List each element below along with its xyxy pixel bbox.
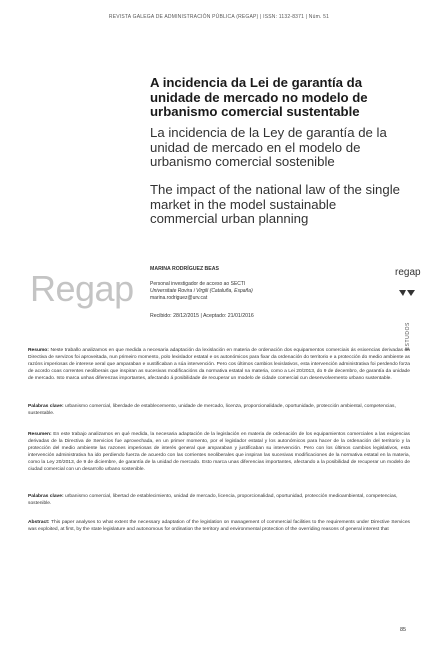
keywords-galician-text: urbanismo comercial, liberdade de establecemento, unidade de mercado, licenza, proporcionalidade, oportunidade, protección ambiental, competencias, sustentable. <box>28 404 396 416</box>
author-email: marina.rodriguez@urv.cat <box>150 295 208 301</box>
publisher-mark-icon <box>397 288 417 298</box>
title-english: The impact of the national law of the single market in the model sustainable commercial urban planning <box>150 182 400 226</box>
keywords-spanish-label: Palabras clave: <box>28 494 64 499</box>
abstract-english-label: Abstract: <box>28 520 50 525</box>
author-institution: Universitate Rovira i Virgili (Cataluña, España) <box>150 288 253 294</box>
page-number: 85 <box>400 627 407 633</box>
abstract-english-text: This paper analyses to what extent the necessary adaptation of the legislation on management of commercial facilities to the requirements under Directive Services was exploited, at first, by the state legislature and autonomous for ordination the territory and environmental protection of the overriding reasons of general interest that <box>28 520 410 532</box>
keywords-galician-label: Palabras clave: <box>28 404 64 409</box>
keywords-galician <box>28 404 410 418</box>
title-galician: A incidencia da Lei de garantía da unidade de mercado no modelo de urbanismo comercial sustentable <box>150 75 368 119</box>
journal-header: REVISTA GALEGA DE ADMINISTRACIÓN PÚBLICA (REGAP) | ISSN: 1132-8371 | Núm. 51 <box>108 14 330 20</box>
abstract-spanish-label: Resumen: <box>28 432 52 437</box>
abstract-galician-text: Neste traballo analizamos en que medida a necesaria adaptación da lexislación en materia de ordenación dos equipamentos comerciais ás esixencias derivadas da Directiva de servizos foi aproveitada, nun primeiro momento, polo lexislador estatal e os autonómicos para fixar da ordenación do territorio e a protección do medio ambiente as razóns imperiosas de interese xeral que amparaban e xustificaban a súa intervención. Pero cos últimos cambios lexislativos, esta intervención administrativa foi perdendo forza de acordo coas correntes neoliberais que inspiran as sucesivas modificacións da normativa estatal na materia, como a Lei 20/2013, do 9 de decembro, de garantía da unidade de mercado. Isto marca unhas diferenzas importantes, afectando á posibilidade de recuperar un modelo de cidade comercial cun desenvolvemento urbano sustentable. <box>28 348 410 381</box>
side-regap-logo: regap <box>395 267 421 278</box>
abstract-galician <box>28 348 410 383</box>
keywords-spanish-text: urbanismo comercial, libertad de establecimiento, unidad de mercado, licencia, proporcionalidad, oportunidad, protección medioambiental, competencias, sostenible. <box>28 494 398 506</box>
section-label: ESTUDOS <box>405 322 411 351</box>
author-role: Personal investigador de acceso ao SECTI <box>150 281 246 287</box>
abstract-spanish <box>28 432 410 473</box>
abstract-spanish-text: En este trabajo analizamos en qué medida, la necesaria adaptación de la legislación en materia de ordenación de los equipamientos comerciales a las exigencias derivadas de la Directiva de Servicios fue aprovechada, en un primer momento, por el legislador estatal y los autonómicos para hacer de la ordenación del territorio y la protección del medio ambiente las razones imperiosas de interés general que amparaban y justificaban su intervención. Pero con los últimos cambios legislativos, esta intervención administrativa ha ido perdiendo fuerza de acuerdo con las corrientes neoliberales que inspiran las sucesivas modificaciones de la normativa estatal en la materia, como la Ley 20/2013, de 9 de diciembre, de garantía de la unidad de mercado. Esto marca unas diferencias importantes, afectando a la posibilidad de recuperar un modelo de ciudad comercial con un desarrollo urbano sostenible. <box>28 432 411 472</box>
author-name: MARINA RODRÍGUEZ BEAS <box>150 266 219 272</box>
received-dates: Recibido: 28/12/2015 | Aceptado: 21/01/2016 <box>150 313 254 319</box>
author-affiliation <box>150 281 370 302</box>
keywords-spanish <box>28 494 410 508</box>
abstract-galician-label: Resumo: <box>28 348 49 353</box>
title-spanish: La incidencia de la Ley de garantía de la unidad de mercado en el modelo de urbanismo comercial sostenible <box>150 125 387 169</box>
regap-logo: Regap <box>30 268 134 309</box>
abstract-english <box>28 520 410 534</box>
